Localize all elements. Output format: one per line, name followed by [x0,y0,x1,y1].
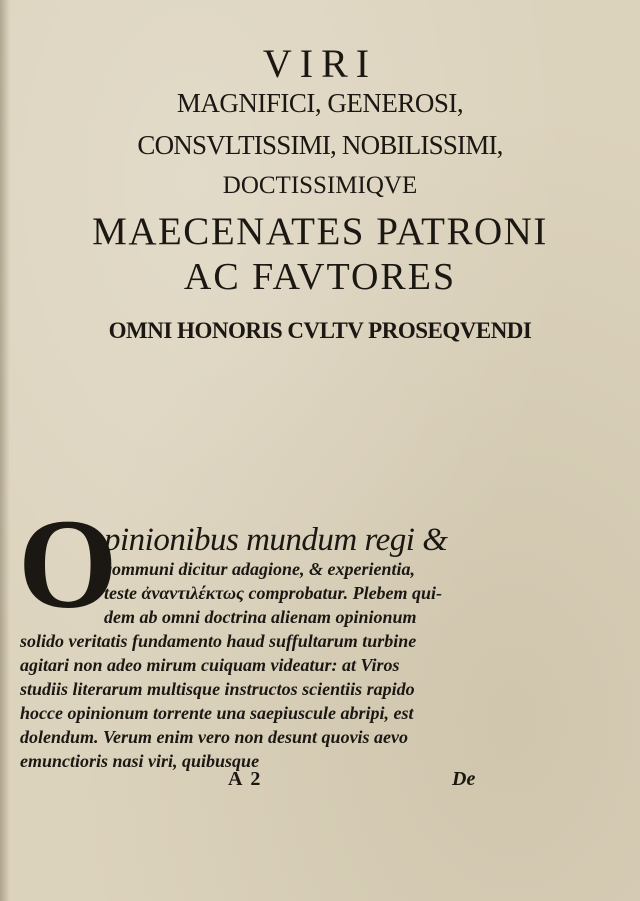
text-line: emunctioris nasi viri, quibusque [20,751,260,771]
heading-maecenates: MAECENATES PATRONI [92,210,548,253]
signature-mark: A 2 [228,768,263,790]
text-line: hocce opinionum torrente una saepiuscule abripi, est [20,703,414,723]
heading-magnifici: MAGNIFICI, GENEROSI, [176,88,464,118]
text-line: solido veritatis fundamento haud suffultarum turbine [20,631,417,651]
text-line: dolendum. Verum enim vero non desunt quovis aevo [20,727,409,747]
heading-fautores: AC FAVTORES [183,256,457,298]
text-line: agitari non adeo mirum cuiquam videatur: at Viros [20,655,400,675]
heading-omni-honoris: OMNI HONORIS CVLTV PROSEQVENDI [108,318,532,343]
text-line: dem ab omni doctrina alienam opinionum [104,607,417,627]
text-line: studiis literarum multisque instructos scientiis rapido [20,679,415,699]
heading-viri: VIRI [262,41,378,86]
text-line: pinionibus mundum regi & [104,522,448,558]
drop-cap: O [18,493,118,635]
heading-doctissimique: DOCTISSIMIQVE [222,172,418,199]
heading-consultissimi: CONSVLTISSIMI, NOBILISSIMI, [137,130,503,160]
text-line: communi dicitur adagione, & experientia, [104,559,416,579]
text-line: teste ἀναντιλέκτως comprobatur. Plebem qui- [104,583,443,603]
catchword: De [452,768,476,790]
